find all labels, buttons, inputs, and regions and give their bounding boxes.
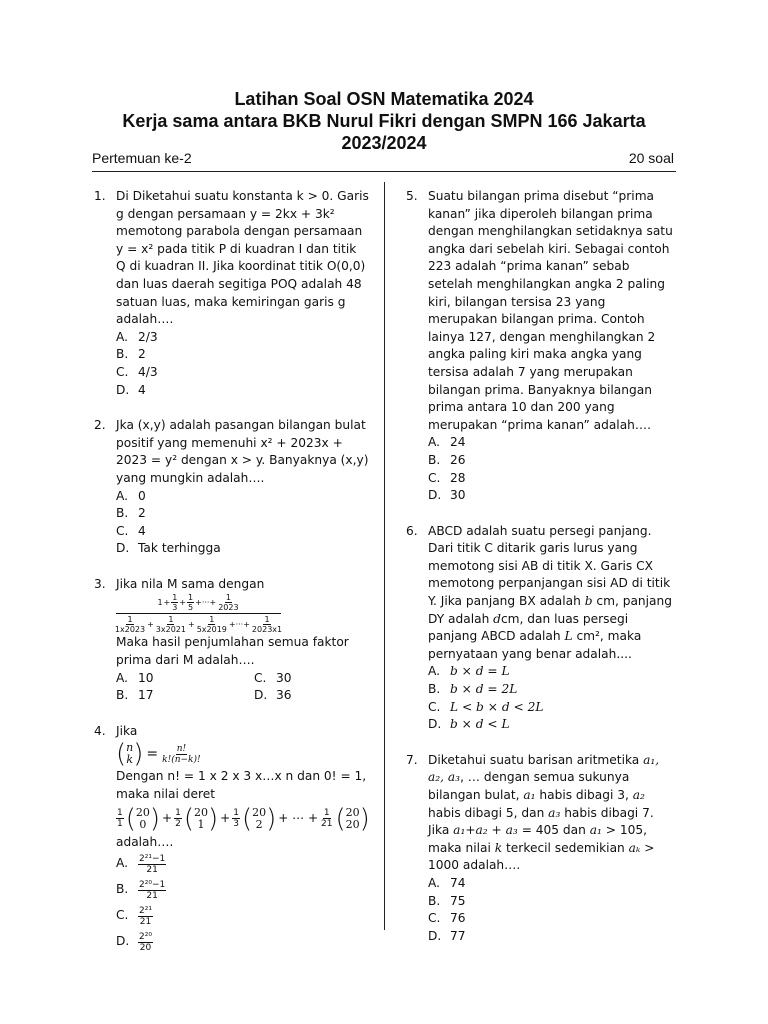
fraction-denominator: $\frac{1}{1x2023}$ + $\frac{1}{3x2021}$ + $\frac{1}{5x2019}$ +···+ $\frac{1}{2023x1}$ — [114, 615, 283, 635]
options — [116, 488, 369, 558]
option-a: A. b × d = L — [428, 664, 510, 679]
option-b: B. 26 — [428, 452, 466, 467]
option-b: B. 75 — [428, 893, 466, 908]
option-b: B. 17 — [116, 688, 154, 703]
question-number: 2. — [94, 418, 106, 433]
left-column — [94, 188, 369, 955]
options — [116, 329, 369, 399]
option-d: D. 77 — [428, 928, 466, 943]
question-number: 6. — [406, 523, 418, 538]
question-number: 4. — [94, 723, 106, 738]
question-6 — [406, 523, 678, 734]
option-a: A. 2/3 — [116, 329, 158, 344]
option-c: C. 30 — [254, 670, 292, 685]
fraction-bar — [116, 613, 281, 614]
question-text: Suatu bilangan prima disebut “prima kanan” jika diperoleh bilangan prima dengan menghilangkan setidaknya satu angka dari sebelah kiri. Sebagai contoh 223 adalah “prima kanan” sebab setelah menghilangkan angka 2 paling kiri, bilangan tersisa 23 yang merupakan bilangan prima. Contoh lainya 127, dengan menghilangkan 2 angka paling kiri maka angka yang tersisa adalah 7 yang merupakan bilangan prima. Banyaknya bilangan prima antara 10 dan 200 yang merupakan “prima kanan” adalah…. — [428, 189, 673, 432]
column-divider — [384, 182, 385, 930]
question-number: 7. — [406, 752, 418, 767]
options — [428, 663, 678, 733]
question-intro: Jika nila M sama dengan — [116, 576, 265, 591]
title-line-1: Latihan Soal OSN Matematika 2024 — [234, 89, 534, 109]
question-1 — [94, 188, 369, 399]
title-line-2: Kerja sama antara BKB Nurul Fikri dengan SMPN 166 Jakarta — [122, 111, 646, 131]
option-b: B. 2 — [116, 506, 146, 521]
option-a: A. $\frac{\text{2²¹−1}}{21}$ — [116, 853, 166, 875]
coef-1: $\frac{1}{1}$ — [117, 808, 123, 830]
fraction-numerator: 1 + $\frac{1}{3}$ + $\frac{1}{5}$ +···+ $\frac{1}{2023}$ — [157, 593, 239, 613]
option-a: A. 0 — [116, 488, 146, 503]
question-text: ABCD adalah suatu persegi panjang. Dari titik C ditarik garis lurus yang memotong sisi AB di titik X. Garis CX memotong perpanjangan sisi AD di titik Y. Jika panjang BX adalah b cm, panjang DY adalah dcm, dan luas persegi panjang ABCD adalah L cm², maka pernyataan yang benar adalah.... — [428, 523, 672, 661]
question-7 — [406, 752, 678, 946]
question-number: 5. — [406, 189, 418, 203]
meeting-label: Pertemuan ke-2 — [92, 150, 192, 166]
title-line-3: 2023/2024 — [341, 133, 427, 153]
options — [428, 875, 678, 945]
option-c: C. 4 — [116, 523, 146, 538]
question-text: Jka (x,y) adalah pasangan bilangan bulat positif yang memenuhi x² + 2023x + 2023 = y² dengan x > y. Banyaknya (x,y) yang mungkin adalah…. — [116, 418, 369, 485]
option-d: D. Tak terhingga — [116, 541, 221, 556]
complex-fraction — [116, 593, 281, 634]
option-d: D. 30 — [428, 488, 466, 503]
option-a: A. 24 — [428, 435, 466, 450]
option-a: A. 10 — [116, 670, 154, 685]
coef-2: $\frac{1}{2}$ — [175, 808, 181, 830]
question-5 — [406, 188, 678, 505]
question-text: Maka hasil penjumlahan semua faktor prima dari M adalah…. — [116, 635, 349, 668]
option-a: A. 74 — [428, 875, 466, 890]
option-d: D. $\frac{\text{2²⁰}}{20}$ — [116, 931, 152, 953]
header-rule — [92, 171, 676, 172]
coef-3: $\frac{1}{3}$ — [233, 808, 239, 830]
option-d: D. 36 — [254, 688, 292, 703]
option-c: C. 28 — [428, 470, 466, 485]
option-d: D. 4 — [116, 382, 146, 397]
question-text: Diketahui suatu barisan aritmetika a₁, a₂, a₃, … dengan semua sukunya bilangan bulat, a₁ habis dibagi 3, a₂ habis dibagi 5, dan a₃ habis dibagi 7. Jika a₁+a₂ + a₃ = 405 dan a₁ > 105, maka nilai k terkecil sedemikian aₖ > 1000 adalah…. — [428, 752, 660, 873]
question-text: Dengan n! = 1 x 2 x 3 x…x n dan 0! = 1, maka nilai deret — [116, 769, 367, 802]
question-4 — [94, 723, 369, 955]
option-c: C. 76 — [428, 911, 466, 926]
right-column — [406, 188, 678, 945]
options — [116, 851, 369, 955]
options — [116, 670, 369, 705]
question-number: 1. — [94, 189, 106, 203]
option-c: C. 4/3 — [116, 364, 158, 379]
option-b: B. 2 — [116, 347, 146, 362]
option-c: C. L < b × d < 2L — [428, 699, 544, 714]
question-3 — [94, 576, 369, 705]
question-tail: adalah…. — [116, 834, 174, 849]
option-b: B. b × d = 2L — [428, 682, 518, 697]
binomial-symbol: ( n k ) — [116, 739, 144, 770]
question-number: 3. — [94, 576, 106, 591]
coef-4: $\frac{1}{21}$ — [321, 808, 333, 830]
option-c: C. $\frac{\text{2²¹}}{21}$ — [116, 905, 152, 927]
question-2 — [94, 417, 369, 558]
options — [428, 434, 678, 504]
series-expression: $\frac{1}{1}$ ( 20 0 ) + $\frac{1}{2}$ ( 20 1 ) + $\frac{1}{3}$ ( 20 2 ) + ⋯ + $\frac{1}{21}$ ( 20 20 ) — [117, 803, 370, 834]
option-d: D. b × d < L — [428, 717, 510, 732]
option-b: B. $\frac{\text{2²⁰−1}}{21}$ — [116, 879, 166, 901]
binomial-definition: ( n k ) = $\frac{n!}{k!(n-k)!}$ — [116, 739, 201, 770]
question-text: Di Diketahui suatu konstanta k > 0. Garis g dengan persamaan y = 2kx + 3k² memotong parabola dengan persamaan y = x² pada titik P di kuadran I dan titik Q di kuadran II. Jika koordinat titik O(0,0) dan luas daerah segitiga POQ adalah 48 satuan luas, maka kemiringan garis g adalah…. — [116, 189, 369, 327]
question-count: 20 soal — [628, 150, 674, 166]
question-intro: Jika — [116, 723, 138, 738]
meta-row — [92, 150, 674, 170]
